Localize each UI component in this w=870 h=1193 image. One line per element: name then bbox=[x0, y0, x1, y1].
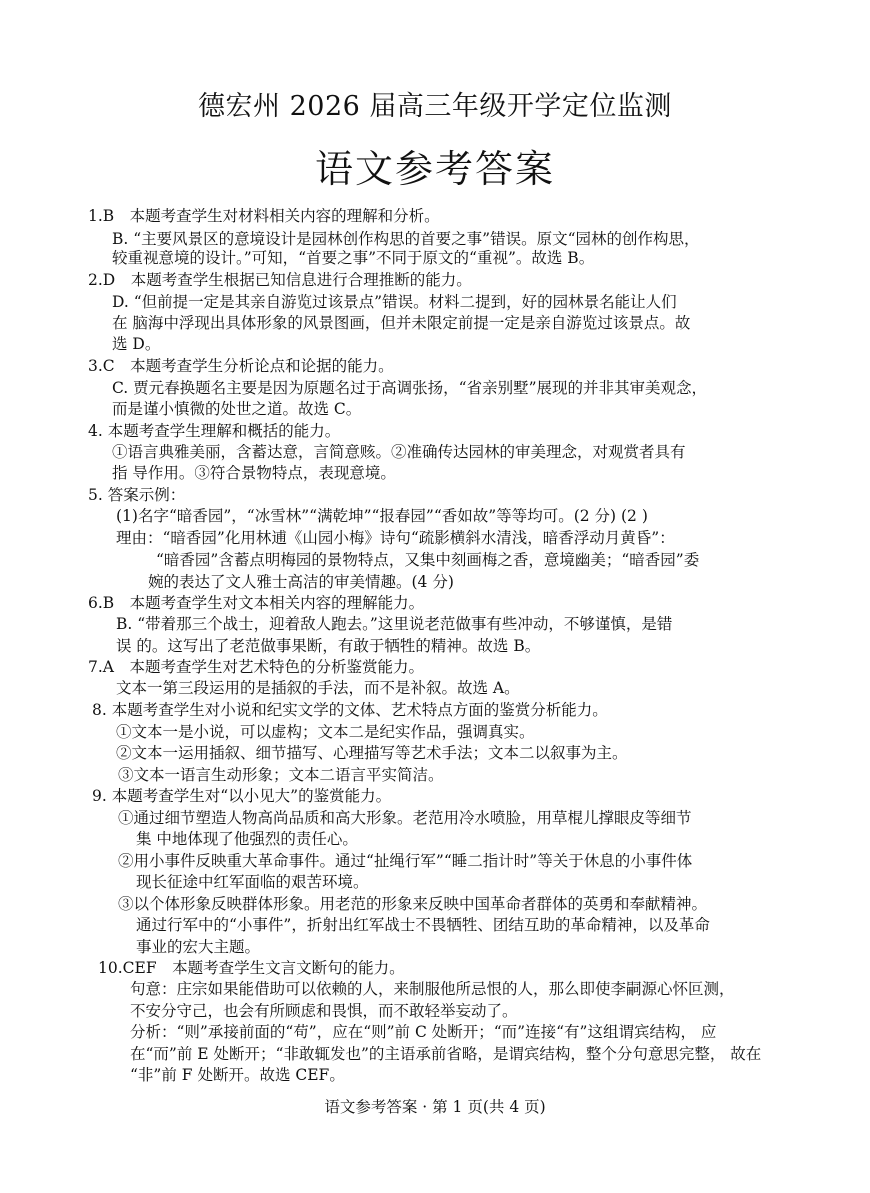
answer-5-text: “暗香园”含蓄点明梅园的景物特点，又集中刻画梅之香，意境幽美；“暗香园”委 bbox=[156, 551, 700, 569]
page-title: 德宏州 2026 届高三年级开学定位监测 bbox=[198, 91, 672, 122]
answer-9-text: 集 中地体现了他强烈的责任心。 bbox=[136, 830, 358, 848]
answer-10-text: “非”前 F 处断开。故选 CEF。 bbox=[130, 1066, 345, 1084]
page-footer: 语文参考答案 · 第 1 页(共 4 页) bbox=[324, 1098, 546, 1116]
answer-9-text: ②用小事件反映重大革命事件。通过“扯绳行军”“睡二指计时”等关于休息的小事件体 bbox=[118, 852, 693, 870]
answer-3-text: 而是谨小慎微的处世之道。故选 C。 bbox=[112, 400, 362, 418]
answer-5-text: (1)名字“暗香园”，“冰雪林”“满乾坤”“报春园”“香如故”等等均可。(2 分) (2 ) bbox=[116, 507, 648, 525]
answer-8-text: ①文本一是小说，可以虚构；文本二是纪实作品，强调真实。 bbox=[116, 723, 535, 741]
answer-8-heading: 8. 本题考查学生对小说和纪实文学的文体、艺术特点方面的鉴赏分析能力。 bbox=[92, 701, 608, 719]
answer-9-text: 现长征途中红军面临的艰苦环境。 bbox=[136, 873, 369, 891]
answer-7-text: 文本一第三段运用的是插叙的手法，而不是补叙。故选 A。 bbox=[116, 679, 520, 697]
answer-2-text: D. “但前提一定是其亲自游览过该景点”错误。材料二提到，好的园林景名能让人们 bbox=[112, 293, 677, 311]
answer-1-heading: 1.B 本题考查学生对材料相关内容的理解和分析。 bbox=[88, 207, 440, 225]
answer-4-heading: 4. 本题考查学生理解和概括的能力。 bbox=[88, 422, 341, 440]
page-subtitle: 语文参考答案 bbox=[314, 147, 555, 191]
answer-1-text: 较重视意境的设计。”可知，“首要之事”不同于原文的“重视”。故选 B。 bbox=[112, 249, 595, 267]
answer-5-text: 理由：“暗香园”化用林逋《山园小梅》诗句“疏影横斜水清浅，暗香浮动月黄昏”： bbox=[116, 529, 675, 547]
answer-3-text: C. 贾元春换题名主要是因为原题名过于高调张扬，“省亲别墅”展现的并非其审美观念， bbox=[112, 379, 708, 397]
answer-4-text: 指 导作用。③符合景物特点，表现意境。 bbox=[112, 464, 396, 482]
answer-8-text: ③文本一语言生动形象；文本二语言平实简洁。 bbox=[118, 766, 444, 784]
answer-9-text: ③以个体形象反映群体形象。用老范的形象来反映中国革命者群体的英勇和奉献精神。 bbox=[118, 895, 708, 913]
answer-6-text: B. “带着那三个战士，迎着敌人跑去。”这里说老范做事有些冲动，不够谨慎，是错 bbox=[116, 615, 673, 633]
answer-5-heading: 5. 答案示例： bbox=[88, 486, 186, 504]
answer-2-text: 选 D。 bbox=[112, 335, 161, 353]
answer-10-text: 在“而”前 E 处断开；“非敢辄发也”的主语承前省略，是谓宾结构，整个分句意思完整， 故在 bbox=[130, 1045, 762, 1063]
answer-9-text: ①通过细节塑造人物高尚品质和高大形象。老范用冷水喷脸，用草棍儿撑眼皮等细节 bbox=[118, 809, 692, 827]
answer-2-text: 在 脑海中浮现出具体形象的风景图画，但并未限定前提一定是亲自游览过该景点。故 bbox=[112, 314, 691, 332]
answer-9-text: 通过行军中的“小事件”，折射出红军战士不畏牺牲、团结互助的革命精神，以及革命 bbox=[136, 916, 710, 934]
answer-3-heading: 3.C 本题考查学生分析论点和论据的能力。 bbox=[88, 357, 394, 375]
answer-10-heading: 10.CEF 本题考查学生文言文断句的能力。 bbox=[98, 959, 405, 977]
answer-6-heading: 6.B 本题考查学生对文本相关内容的理解能力。 bbox=[88, 594, 425, 612]
answer-10-text: 句意：庄宗如果能借助可以依赖的人，来制服他所忌恨的人，那么即使李嗣源心怀叵测， bbox=[130, 980, 735, 998]
answer-1-text: B. “主要风景区的意境设计是园林创作构思的首要之事”错误。原文“园林的创作构思， bbox=[112, 230, 700, 248]
answer-5-text: 婉的表达了文人雅士高洁的审美情趣。(4 分) bbox=[148, 573, 454, 591]
answer-4-text: ①语言典雅美丽，含蓄达意，言简意赅。②准确传达园林的审美理念，对观赏者具有 bbox=[112, 443, 686, 461]
answer-6-text: 误 的。这写出了老范做事果断，有敢于牺牲的精神。故选 B。 bbox=[116, 637, 541, 655]
answer-8-text: ②文本一运用插叙、细节描写、心理描写等艺术手法；文本二以叙事为主。 bbox=[116, 744, 628, 762]
answer-10-text: 不安分守己，也会有所顾虑和畏惧，而不敢轻举妄动了。 bbox=[130, 1002, 518, 1020]
answer-2-heading: 2.D 本题考查学生根据已知信息进行合理推断的能力。 bbox=[88, 271, 472, 289]
answer-7-heading: 7.A 本题考查学生对艺术特色的分析鉴赏能力。 bbox=[88, 658, 424, 676]
answer-10-text: 分析：“则”承接前面的“苟”，应在“则”前 C 处断开；“而”连接“有”这组谓宾结构， 应 bbox=[130, 1023, 717, 1041]
answer-9-text: 事业的宏大主题。 bbox=[136, 938, 261, 956]
answer-9-heading: 9. 本题考查学生对“以小见大”的鉴赏能力。 bbox=[92, 787, 392, 805]
